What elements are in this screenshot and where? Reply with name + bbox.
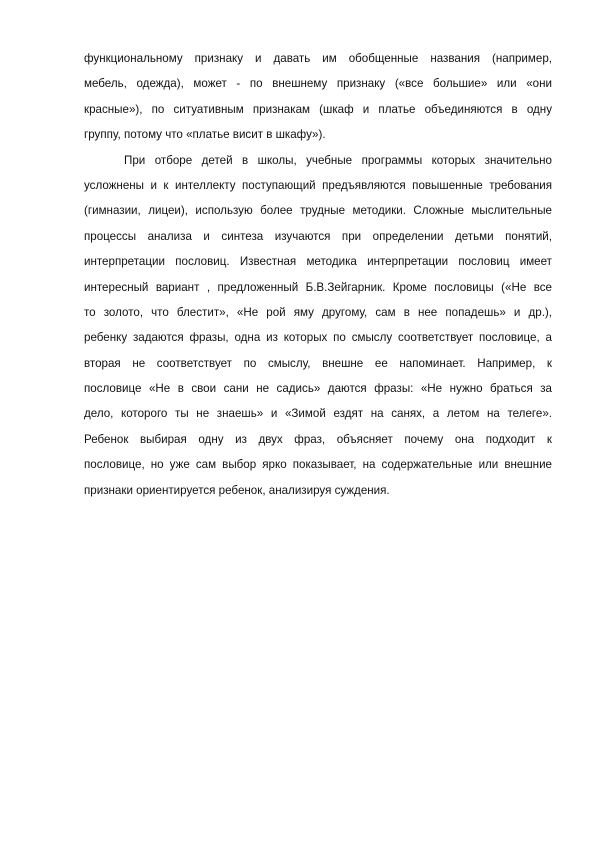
- text-line: Ребенок выбирая одну из двух фраз, объясняет почему она подходит к: [84, 432, 552, 446]
- text-line: функциональному признаку и давать им обобщенные названия (например,: [84, 52, 552, 65]
- text-line: мебель, одежда), может - по внешнему признаку («все большие» или «они: [84, 77, 552, 91]
- text-line: вторая не соответствует по смыслу, внешне ее напоминает. Например, к: [84, 356, 552, 370]
- text-line: группу, потому что «платье висит в шкафу»).: [84, 128, 326, 142]
- text-line: интерпретации пословиц. Известная методика интерпретации пословиц имеет: [84, 255, 552, 269]
- text-line: пословице, но уже сам выбор ярко показывает, на содержательные или внешние: [84, 458, 552, 472]
- text-line: При отборе детей в школы, учебные программы которых значительно: [124, 153, 552, 167]
- text-line: интересный вариант , предложенный Б.В.Зейгарник. Кроме пословицы («Не все: [84, 280, 552, 294]
- text-line: пословице «Не в свои сани не садись» даются фразы: «Не нужно браться за: [84, 382, 552, 396]
- text-line: то золото, что блестит», «Не рой яму другому, сам в нее попадешь» и др.),: [84, 305, 552, 319]
- text-line: признаки ориентируется ребенок, анализируя суждения.: [84, 483, 390, 497]
- text-line: дело, которого ты не знаешь» и «Зимой ездят на санях, а летом на телеге».: [84, 407, 552, 421]
- paragraph-1: [84, 46, 552, 148]
- text-line: (гимназии, лицеи), использую более трудные методики. Сложные мыслительные: [84, 204, 552, 218]
- body-text: [84, 46, 552, 503]
- text-line: процессы анализа и синтеза изучаются при определении детьми понятий,: [84, 229, 552, 243]
- text-line: красные»), по ситуативным признакам (шкаф и платье объединяются в одну: [84, 102, 552, 116]
- text-line: ребенку задаются фразы, одна из которых по смыслу соответствует пословице, а: [84, 331, 552, 345]
- text-line: усложнены и к интеллекту поступающий предъявляются повышенные требования: [84, 178, 552, 192]
- paragraph-2: [84, 148, 552, 503]
